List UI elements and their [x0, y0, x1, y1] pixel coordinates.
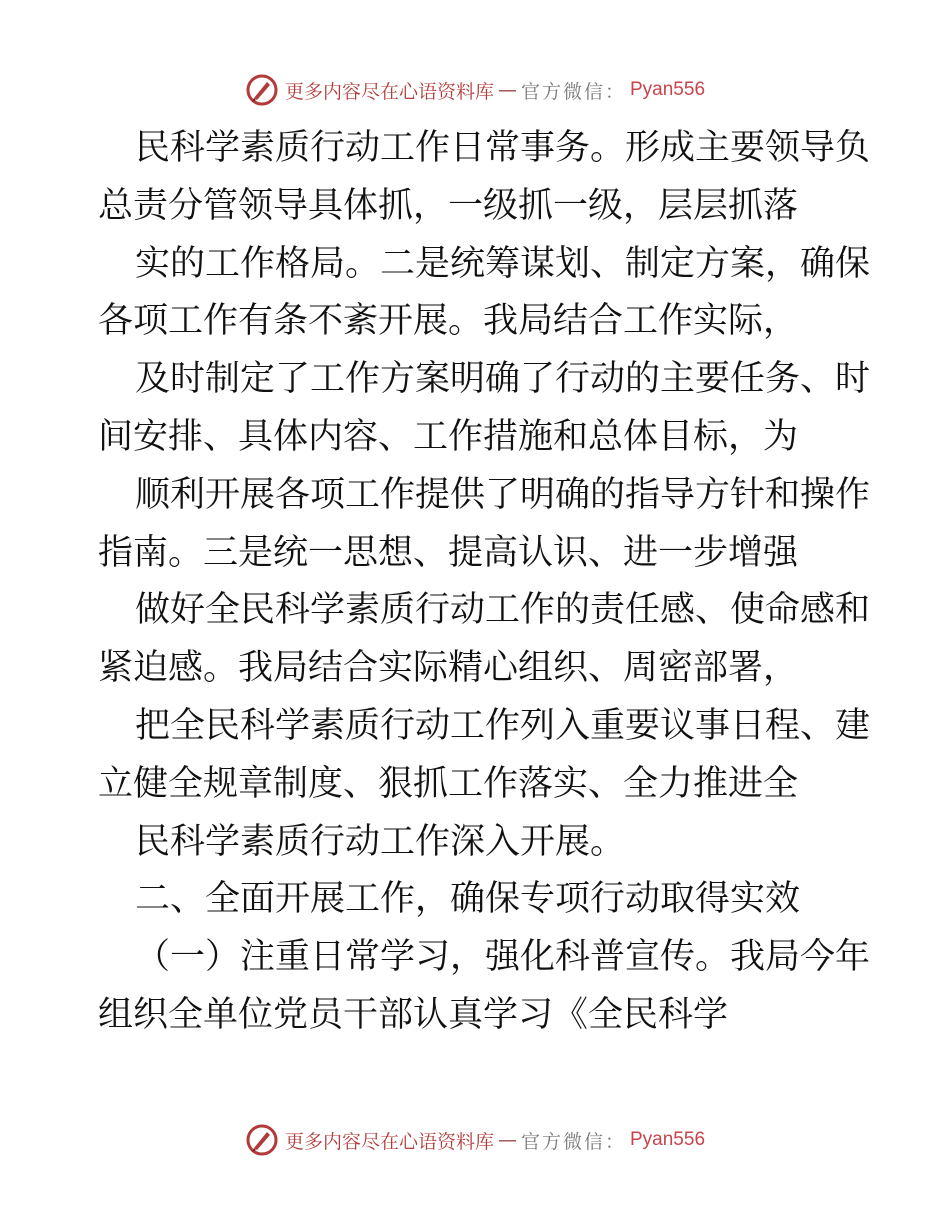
quill-logo-icon: [245, 73, 279, 107]
watermark-dash: —: [497, 79, 517, 101]
text-line: 组织全单位党员干部认真学习《全民科学: [98, 994, 729, 1035]
section-heading: 二、全面开展工作，确保专项行动取得实效: [135, 879, 801, 920]
document-body: [98, 120, 871, 1045]
footer-watermark: [0, 1122, 950, 1158]
text-line: 间安排、具体内容、工作措施和总体目标，为: [98, 416, 799, 457]
text-line: 总责分管领导具体抓，一级抓一级，层层抓落: [98, 185, 799, 226]
text-line: 民科学素质行动工作日常事务。形成主要领导负: [135, 128, 871, 168]
watermark-wechat-id: Pyan556: [630, 79, 706, 100]
text-line: 紧迫感。我局结合实际精心组织、周密部署，: [98, 648, 799, 689]
text-line: 立健全规章制度、狠抓工作落实、全力推进全: [98, 763, 799, 804]
text-line: 实的工作格局。二是统筹谋划、制定方案，确保: [135, 243, 871, 284]
text-line: 指南。三是统一思想、提高认识、进一步增强: [98, 532, 799, 573]
watermark-site-text: 更多内容尽在心语资料库: [284, 1130, 494, 1153]
watermark-site-text: 更多内容尽在心语资料库: [284, 80, 494, 103]
text-line: （一）注重日常学习，强化科普宣传。我局今年: [135, 937, 871, 978]
text-line: 顺利开展各项工作提供了明确的指导方针和操作: [135, 474, 871, 515]
watermark-wechat-id: Pyan556: [630, 1129, 706, 1150]
text-line: 各项工作有条不紊开展。我局结合工作实际，: [98, 301, 799, 342]
quill-logo-icon: [245, 1123, 279, 1157]
text-line: 做好全民科学素质行动工作的责任感、使命感和: [135, 590, 871, 631]
watermark-wechat-label: 官方微信：: [520, 1130, 626, 1153]
text-line: 把全民科学素质行动工作列入重要议事日程、建: [135, 705, 871, 746]
watermark-wechat-label: 官方微信：: [520, 80, 626, 103]
text-line: 及时制定了工作方案明确了行动的主要任务、时: [135, 359, 871, 400]
watermark-dash: —: [497, 1129, 517, 1151]
header-watermark: [0, 72, 950, 108]
text-line: 民科学素质行动工作深入开展。: [135, 821, 626, 862]
